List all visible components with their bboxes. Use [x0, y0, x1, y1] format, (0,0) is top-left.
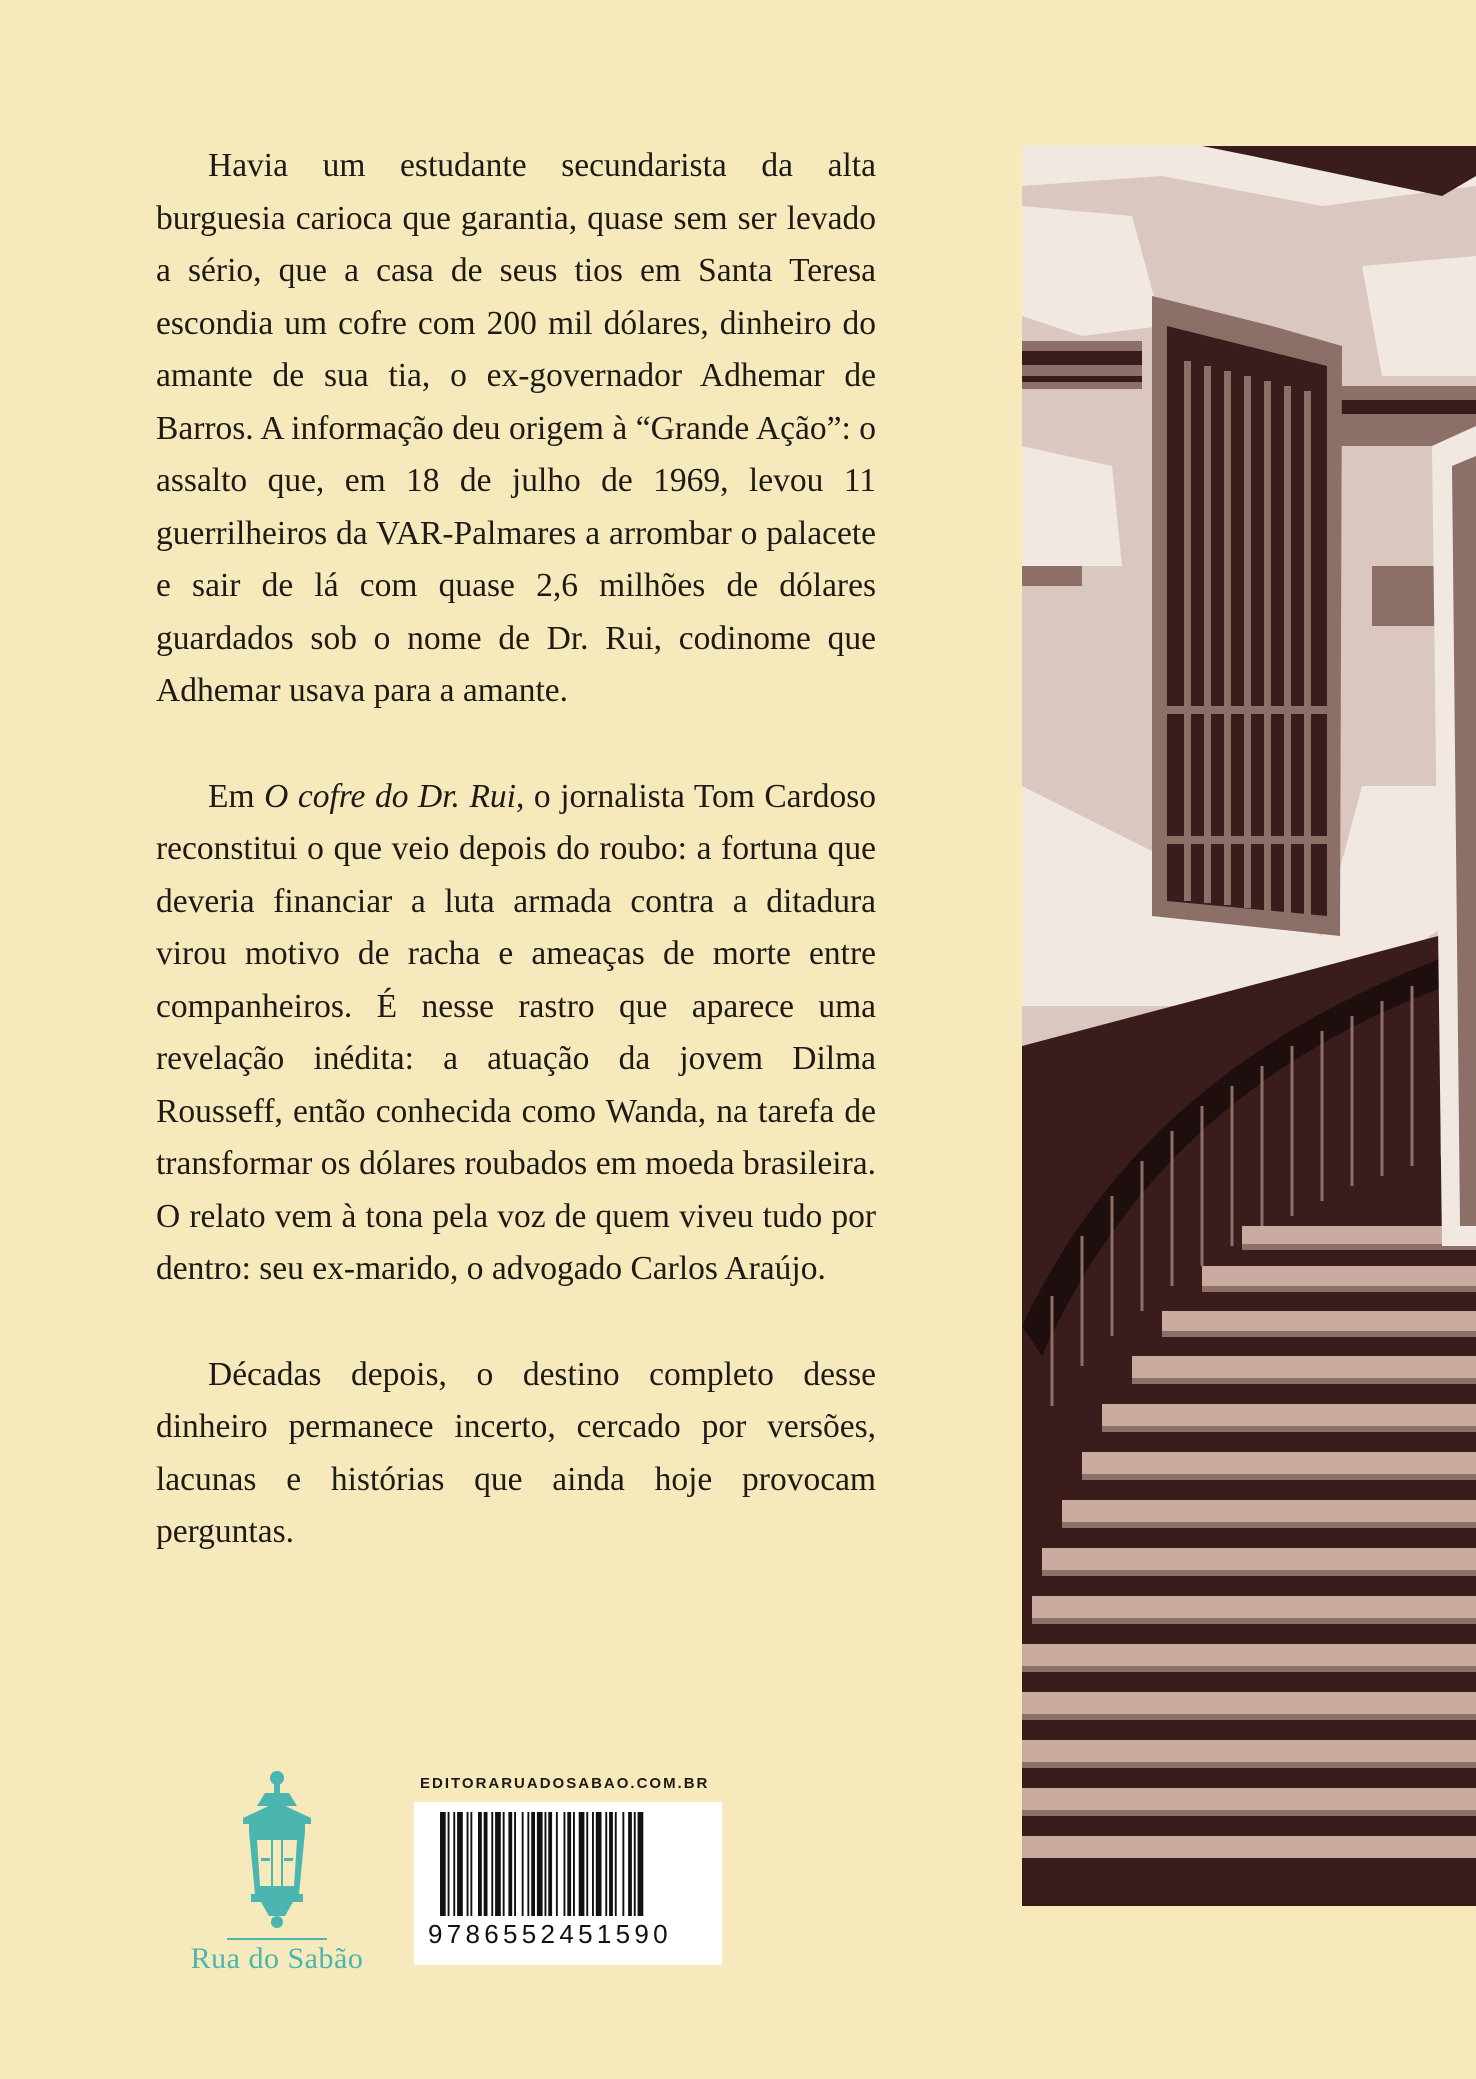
- staircase-artwork: [1022, 146, 1476, 1906]
- barcode-bars: [440, 1812, 700, 1916]
- paragraph-2-body: , o jornalista Tom Cardoso reconstitui o que veio depois do roubo: a fortuna que deveria financiar a luta armada contra a ditadura virou motivo de racha e ameaças de morte entre companheiros. É nesse rastro que aparece uma revelação inédita: a atuação da jovem Dilma Rousseff, então conhecida como Wanda, na tarefa de transformar os dólares roubados em moeda brasileira. O relato vem à tona pela voz de quem viveu tudo por dentro: seu ex-marido, o advogado Carlos Araújo.: [156, 777, 876, 1287]
- isbn-digits: 9786552451590: [428, 1919, 672, 1949]
- publisher-website[interactable]: EDITORARUADOSABAO.COM.BR: [420, 1775, 710, 1792]
- book-title: O cofre do Dr. Rui: [264, 777, 516, 815]
- publisher-logo: [182, 1768, 372, 1978]
- blurb-paragraph-3: Décadas depois, o destino completo desse dinheiro permanece incerto, cercado por versões, lacunas e histórias que ainda hoje provocam perguntas.: [156, 1355, 876, 1550]
- isbn-barcode: [414, 1802, 722, 1965]
- back-cover-blurb: [156, 140, 876, 1612]
- blurb-paragraph-1: Havia um estudante secundarista da alta burguesia carioca que garantia, quase sem ser levado a sério, que a casa de seus tios em Santa Teresa escondia um cofre com 200 mil dólares, dinheiro do amante de sua tia, o ex-governador Adhemar de Barros. A informação deu origem à “Grande Ação”: o assalto que, em 18 de julho de 1969, levou 11 guerrilheiros da VAR-Palmares a arrombar o palacete e sair de lá com quase 2,6 milhões de dólares guardados sob o nome de Dr. Rui, codinome que Adhemar usava para a amante.: [156, 147, 876, 709]
- logo-rule: [227, 1938, 327, 1940]
- paragraph-2-lead: Em: [208, 777, 265, 815]
- street-lantern-icon: [227, 1768, 327, 1930]
- blurb-paragraph-2: [156, 771, 876, 1296]
- publisher-name: Rua do Sabão: [190, 1942, 364, 1975]
- spiral-staircase-illustration: [1022, 146, 1476, 1906]
